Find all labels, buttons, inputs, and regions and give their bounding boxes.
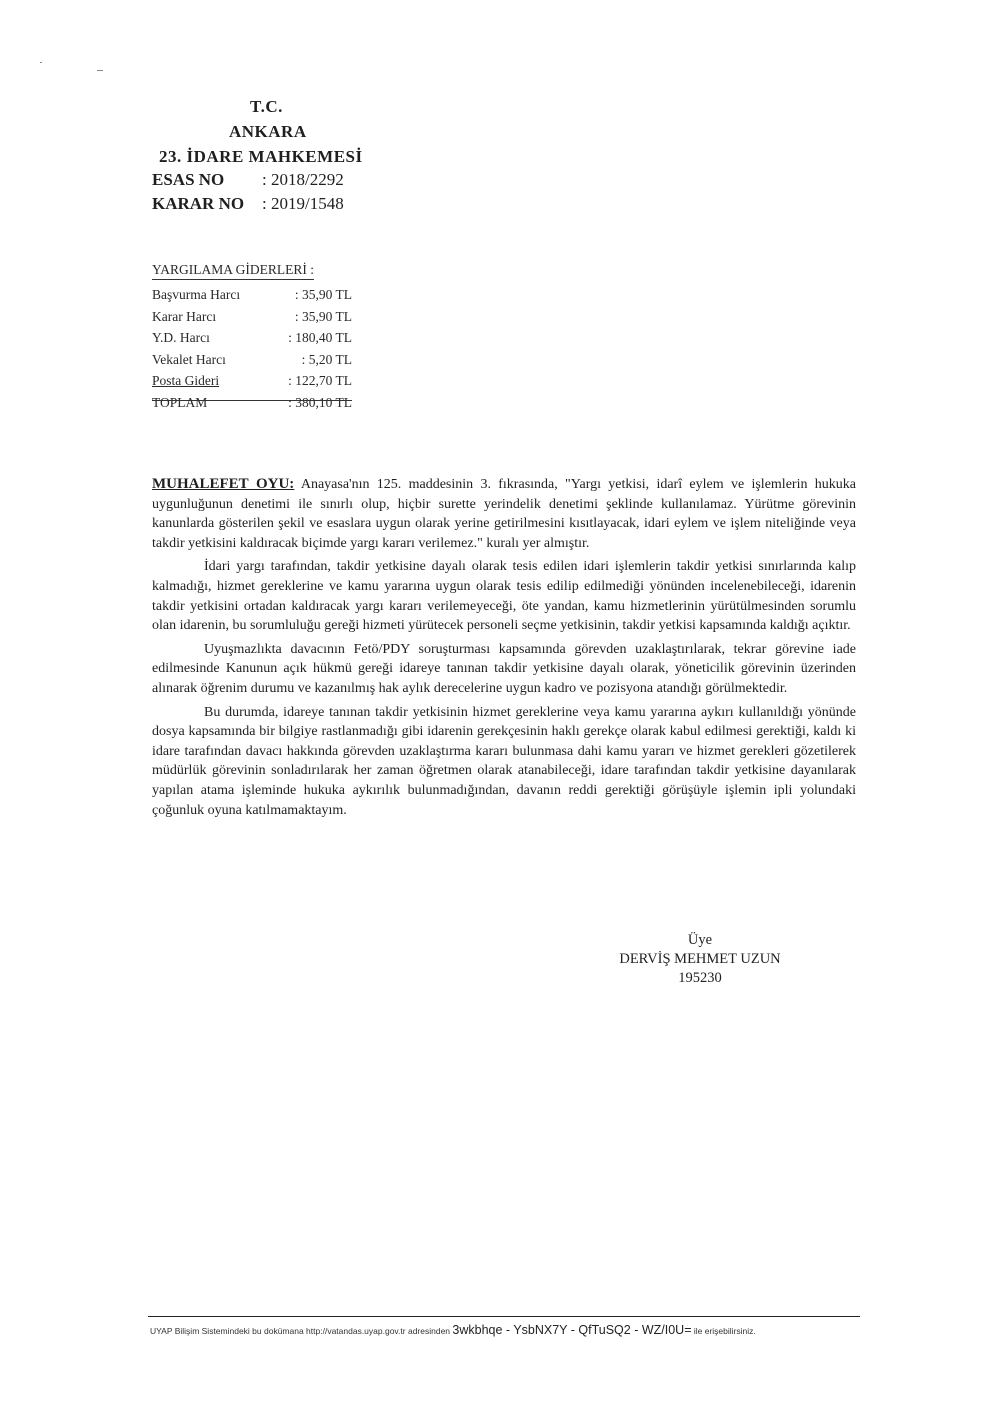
signature-block	[580, 931, 820, 988]
karar-number	[152, 194, 344, 214]
expense-amount: : 35,90 TL	[294, 308, 352, 324]
opinion-text: Anayasa'nın 125. maddesinin 3. fıkrasında, "Yargı yetkisi, idarî eylem ve işlemlerin hukuka uygunluğunun denetimi ile sınırlı olup, hiçbir surette yerindelik denetimi şeklinde kullanılamaz. Yürütme görevinin kanunlarda gösterilen şekil ve esaslara uygun olarak yerine getirilmesini kısıtlayacak, idari eylem ve işlem niteliğinde veya takdir yetkisini kaldıracak biçimde yargı kararı verilemez." kuralı yer almıştır.	[152, 477, 856, 551]
footer-verification	[150, 1323, 756, 1337]
opinion-paragraph: Uyuşmazlıkta davacının Fetö/PDY soruşturması kapsamında görevden uzaklaştırılarak, tekrar görevine iade edilmesinde Kanunun açık hükmü gereği idareye tanınan takdir yetkisine dayalı olarak, yöneticilik görevinin üzerinden alınarak öğrenim durumu ve kazanılmış hak aylık derecelerine uygun kadro ve pozisyona atandığı görülmektedir.	[152, 641, 856, 696]
expense-label: TOPLAM	[152, 394, 208, 410]
footer-suffix: ile erişebilirsiniz.	[693, 1326, 756, 1336]
expense-label: Vekalet Harcı	[152, 351, 226, 367]
opinion-paragraph: İdari yargı tarafından, takdir yetkisine dayalı olarak tesis edilen idari işlemlerin takdir yetkisi sınırlarında kalıp kalmadığı, hizmet gereklerine ve kamu yararına uygun olarak tesis edilip edilmediği yönünden incelenebileceği, idarenin takdir yetkisini ortadan kaldıracak yargı kararı verilemeyeceği, öte yandan, kamu hizmetlerinin yürütülmesinden sorumlu olan idarenin, bu sorumluluğu gereği hizmeti yürütecek personeli seçme yetkisinin, takdir yetkisi kapsamında kaldığı açıktır.	[152, 559, 856, 634]
expense-row	[152, 370, 352, 392]
expense-row	[152, 284, 352, 306]
karar-value: : 2019/1548	[262, 194, 344, 213]
expense-amount: : 5,20 TL	[301, 351, 352, 367]
opinion-paragraph: Bu durumda, idareye tanınan takdir yetkisinin hizmet gereklerine veya kamu yararına aykırı kullanıldığı yönünde dosya kapsamında bir bilgiye rastlanmadığı gibi idarenin gerekçesinin haklı gerekçe olarak kabul edilmesi gerektiği, kaldı ki idare tarafından davacı hakkında görevden uzaklaştırma kararı bulunmasa dahi kamu yararı ve hizmet gerekleri gözetilerek müdürlük görevinin sonladırılarak her zaman öğretmen olarak atanabileceği, idare tarafından takdir yetkisine dayanılarak yapılan atama işleminde hukuka aykırılık bulunmadığından, davanın reddi gerektiği görüşüyle işlemin ipli yolundaki çoğunluk oyuna katılmamaktayım.	[152, 704, 856, 818]
karar-label: KARAR NO	[152, 194, 245, 213]
footer-divider	[148, 1316, 860, 1317]
country-heading: T.C.	[250, 97, 283, 116]
expense-amount: : 180,40 TL	[288, 330, 352, 345]
expenses-table	[152, 262, 352, 413]
expenses-title: YARGILAMA GİDERLERİ :	[152, 262, 314, 280]
expense-label: Karar Harcı	[152, 308, 217, 324]
expense-amount: : 380,10 TL	[288, 394, 352, 410]
expense-amount: : 122,70 TL	[288, 373, 352, 388]
expense-total-row	[152, 392, 352, 414]
verification-code: 3wkbhqe - YsbNX7Y - QfTuSQ2 - WZ/I0U=	[452, 1323, 692, 1337]
signer-name: DERVİŞ MEHMET UZUN	[619, 951, 781, 967]
esas-value: : 2018/2292	[262, 170, 344, 189]
scan-speck	[97, 70, 103, 71]
court-heading: 23. İDARE MAHKEMESİ	[159, 147, 363, 166]
expense-amount: : 35,90 TL	[294, 287, 352, 302]
esas-label: ESAS NO	[152, 170, 225, 189]
expense-label: Başvurma Harcı	[152, 287, 241, 302]
opinion-paragraph	[152, 475, 856, 553]
total-divider	[152, 400, 352, 401]
expense-label: Posta Gideri	[152, 373, 220, 388]
scan-speck	[40, 62, 42, 63]
signer-role: Üye	[687, 932, 713, 948]
city-heading: ANKARA	[229, 122, 307, 141]
expense-row	[152, 327, 352, 349]
esas-number	[152, 170, 344, 190]
opinion-lead: MUHALEFET OYU:	[152, 476, 295, 492]
expense-label: Y.D. Harcı	[152, 330, 210, 345]
dissenting-opinion	[152, 475, 856, 824]
footer-prefix: UYAP Bilişim Sistemindeki bu dokümana http://vatandas.uyap.gov.tr adresinden	[150, 1326, 451, 1336]
expense-row	[152, 306, 352, 328]
signer-number: 195230	[678, 970, 722, 986]
expense-row	[152, 349, 352, 371]
